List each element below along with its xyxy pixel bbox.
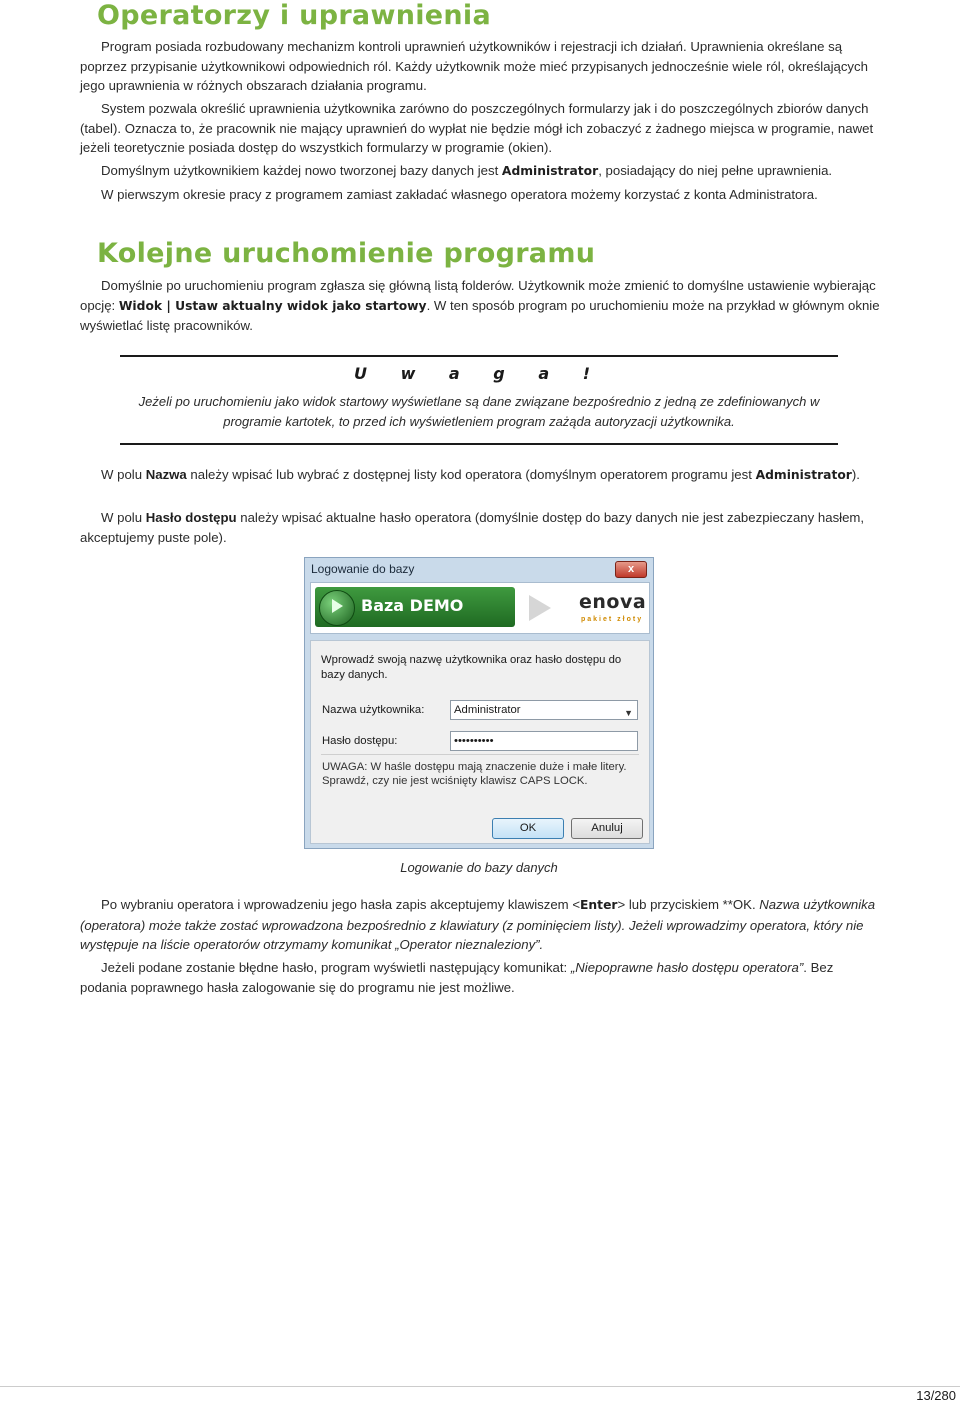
code-administrator: Administrator (501, 164, 599, 178)
page-number: 13/280 (916, 1388, 956, 1403)
paragraph-system: System pozwala określić uprawnienia użytkownika zarówno do poszczególnych formularzy jak i do poszczególnych zbiorów danych (tabel). Oznacza to, że pracownik nie mający uprawnień do wypłat nie będzie mógł ich zobaczyć z żadnego miejsca w programie, nawet jeżeli teoretycznie posiada dostęp do wszystkich formularzy w programie (okien). (80, 101, 874, 155)
cancel-button[interactable]: Anuluj (571, 818, 643, 839)
text-span: ). (851, 467, 860, 482)
heading-operatorzy: Operatorzy i uprawnienia (97, 0, 491, 31)
dialog-banner (310, 582, 650, 634)
bold-nazwa: Nazwa (145, 467, 187, 482)
paragraph-enter (80, 895, 880, 955)
code-menu-path: Widok | Ustaw aktualny widok jako startowy (118, 298, 427, 313)
decorative-arrow-icon (529, 595, 551, 621)
caps-lock-warning: UWAGA: W haśle dostępu mają znaczenie duże i małe litery. Sprawdź, czy nie jest wciśnięty klawisz CAPS LOCK. (322, 761, 627, 787)
chevron-down-icon[interactable]: ▼ (624, 708, 633, 718)
paragraph-default-user (80, 161, 880, 182)
text-span: należy wpisać lub wybrać z dostępnej listy kod operatora (domyślnym operatorem programu jest (186, 467, 756, 482)
paragraph-first-period: W pierwszym okresie pracy z programem zamiast zakładać własnego operatora możemy korzystać z konta Administratora. (101, 187, 818, 202)
ok-button[interactable]: OK (492, 818, 564, 839)
password-label: Hasło dostępu: (322, 735, 398, 747)
divider (321, 754, 639, 755)
dialog-instructions: Wprowadź swoją nazwę użytkownika oraz hasło dostępu do bazy danych. (321, 654, 622, 681)
figure-caption: Logowanie do bazy danych (400, 860, 558, 875)
paragraph-haslo (80, 508, 880, 547)
paragraph-default-view (80, 276, 880, 336)
bold-haslo: Hasło dostępu (145, 510, 237, 525)
close-icon[interactable]: x (615, 561, 647, 578)
username-dropdown[interactable] (450, 700, 638, 720)
code-administrator: Administrator (755, 468, 852, 482)
login-dialog (304, 557, 654, 849)
note-bottom-rule (120, 443, 838, 445)
username-label: Nazwa użytkownika: (322, 704, 425, 716)
note-text: Jeżeli po uruchomieniu jako widok startowy wyświetlane są dane związane bezpośrednio z jedną ze zdefiniowanych w programie kartotek, to przed ich wyświetleniem program zażąda autoryzacji użytkownika. (138, 394, 820, 429)
text-span: W polu (101, 467, 146, 482)
text-span: W polu (101, 510, 146, 525)
italic-note: Nazwa użytkownika (operatora) może także zostać wprowadzona bezpośrednio z klawiatury (z pominięciem listy). Jeżeli wprowadzimy operatora, który nie występuje na liście operatorów otrzymamy komunikat „Operator nieznaleziony”. (80, 897, 876, 952)
database-banner (315, 587, 515, 627)
paragraph-nazwa (80, 465, 880, 486)
code-enter: Enter (580, 898, 618, 912)
note-title: U w a g a ! (354, 364, 604, 383)
logo-subtitle: pakiet złoty (581, 616, 644, 623)
text-span: . Bez podania poprawnego hasła zalogowanie się do programu nie jest możliwe. (80, 960, 834, 995)
text-span: Domyślnie po uruchomieniu program zgłasza się główną listą folderów. Użytkownik może zmienić to domyślne ustawienie wybierając opcję: (80, 278, 876, 313)
dialog-body (310, 640, 650, 844)
heading-kolejne-uruchomienie: Kolejne uruchomienie programu (97, 238, 596, 269)
text-span: Jeżeli podane zostanie błędne hasło, program wyświetli następujący komunikat: (101, 960, 571, 975)
text-span: należy wpisać aktualne hasło operatora (domyślnie dostęp do bazy danych nie jest zabezpieczany hasłem, akceptujemy puste pole). (80, 510, 865, 545)
paragraph-bad-password (80, 958, 880, 997)
enova-logo: enova (579, 591, 647, 613)
password-field[interactable]: •••••••••• (450, 731, 638, 751)
dialog-title: Logowanie do bazy (311, 562, 415, 576)
note-top-rule (120, 355, 838, 357)
text-span: . W ten sposób program po uruchomieniu może na przykład w głównym oknie wyświetlać listę pracowników. (80, 297, 880, 333)
text-span: , posiadający do niej pełne uprawnienia. (598, 163, 833, 178)
footer-divider (0, 1386, 960, 1387)
text-span: > lub przyciskiem **OK. (617, 897, 760, 912)
italic-message: „Niepoprawne hasło dostępu operatora” (570, 960, 804, 975)
username-value: Administrator (454, 704, 521, 716)
database-name: Baza DEMO (361, 596, 464, 615)
paragraph-intro: Program posiada rozbudowany mechanizm kontroli uprawnień użytkowników i rejestracji ich działań. Uprawnienia określane są poprzez przypisanie użytkownikowi odpowiednich ról. Każdy użytkownik może mieć przypisanych jednocześnie wiele ról, określających jego uprawnienia w różnych obszarach działania programu. (80, 39, 868, 93)
text-span: Po wybraniu operatora i wprowadzeniu jego hasła zapis akceptujemy klawiszem < (101, 897, 581, 912)
text-span: Domyślnym użytkownikiem każdej nowo tworzonej bazy danych jest (101, 163, 502, 178)
play-icon (332, 599, 343, 613)
